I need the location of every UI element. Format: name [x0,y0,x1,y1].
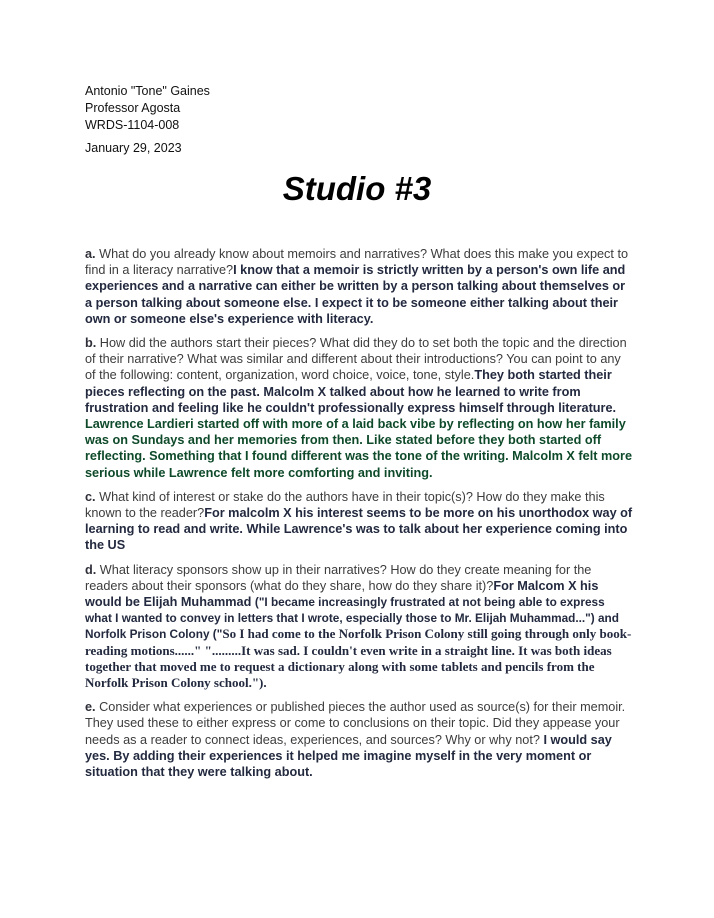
answer-text-highlighted: Lawrence Lardieri started off with more of a laid back vibe by reflecting on how her family was on Sundays and her memories from then. Like stated before they both started off reflecting. Something that I found different was the tone of the writing. Malcolm X felt more serious while Lawrence felt more comforting and inviting. [85,417,632,480]
answer-text: For Malcom X his would be Elijah Muhammad [85,578,599,610]
author-name: Antonio "Tone" Gaines [85,84,210,98]
question-text: How did the authors start their pieces? What did they do to set both the topic and the direction of their narrative? What was similar and different about their introductions? You can point to any of the following: content, organization, word choice, voice, tone, style. [85,336,627,383]
section-label: c. [85,489,96,504]
answer-text: I know that a memoir is strictly written by a person's own life and experiences and a narrative can either be written by a person talking about themselves or a person talking about someone else. I expect it to be someone either talking about their own or someone else's experience with literacy. [85,263,626,326]
question-text: What kind of interest or stake do the authors have in their topic(s)? How do they make this known to the reader? [85,489,605,521]
section-c [85,489,633,554]
quote-text-serif: So I had come to the Norfolk Prison Colony still going through only book-reading motions......" ".........It was sad. I couldn't even write in a straight line. It was both ideas together that moved me to request a dictionary along with some tablets and pencils from the Norfolk Prison Colony school."). [85,626,632,691]
section-e [85,699,633,780]
document-date: January 29, 2023 [85,141,182,155]
answer-text: They both started their pieces reflecting on the past. Malcolm X talked about how he learned to write from frustration and feeling like he couldn't professionally express himself through literature. [85,368,617,415]
professor-name: Professor Agosta [85,101,181,115]
section-label: b. [85,336,97,351]
document-header [85,83,210,157]
quote-text: ("I became increasingly frustrated at not being able to express what I wanted to convey in letters that I wrote, especially those to Mr. Elijah Muhammad...") and Norfolk Prison Colony (" [85,595,619,642]
answer-text: For malcolm X his interest seems to be more on his unorthodox way of learning to read and write. While Lawrence's was to talk about her experience coming into the US [85,506,633,553]
section-label: e. [85,700,96,715]
course-code: WRDS-1104-008 [85,118,180,132]
answer-text: I would say yes. By adding their experiences it helped me imagine myself in the very moment or situation that they were talking about. [85,732,612,780]
page-title: Studio #3 [282,170,432,207]
section-a [85,246,633,327]
section-label: d. [85,562,97,577]
section-label: a. [85,247,96,261]
question-text: Consider what experiences or published pieces the author used as source(s) for their memoir. They used these to either express or come to conclusions on their topic. Did they appease your needs as a reader to connect ideas, experiences, and sources? Why or why not? [85,700,626,747]
question-text: What do you already know about memoirs and narratives? What does this make you expect to find in a literacy narrative? [85,247,629,278]
section-b [85,335,633,481]
document-body [85,246,633,788]
question-text: What literacy sponsors show up in their narratives? How do they create meaning for the readers about their sponsors (what do they share, how do they share it)? [85,562,592,593]
section-d [85,562,633,692]
